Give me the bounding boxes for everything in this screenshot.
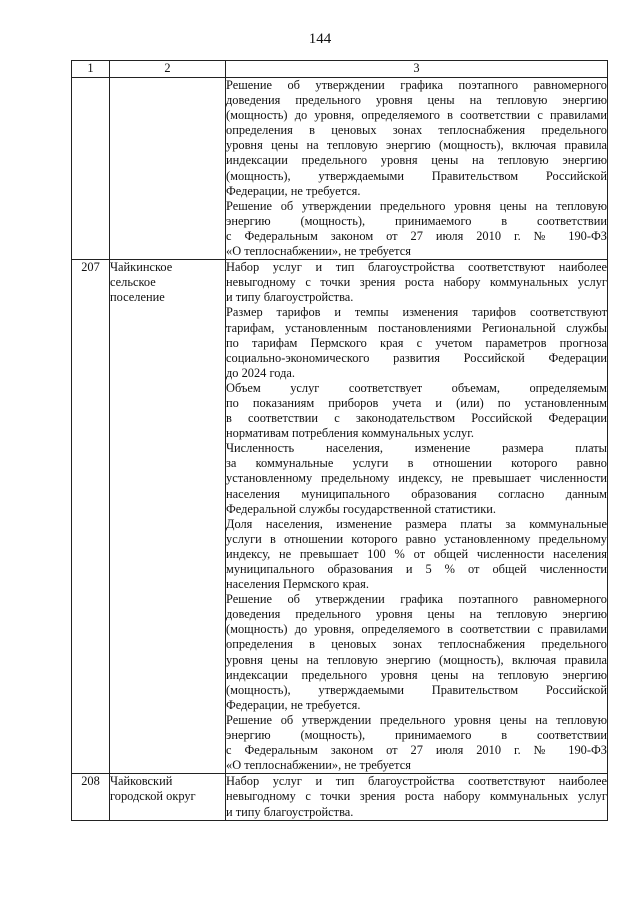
paragraph — [226, 199, 607, 259]
text-line: нормативам потребления коммунальных услуг. — [226, 426, 475, 441]
text-line: муниципального образования и 5 % от общей численности — [226, 562, 607, 576]
municipality-name-line: Чайкинское — [110, 260, 173, 275]
text-line: доведения предельного уровня цены на тепловую энергию — [226, 93, 607, 108]
text-line: Объем услуг соответствует объемам, определяемым — [226, 380, 607, 395]
municipality-name — [110, 78, 226, 260]
text-line: населения Пермского края. — [226, 577, 369, 592]
text-line: Федеральной службы государственной статистики. — [226, 501, 496, 516]
text-line: с Федеральным законом от 27 июля 2010 г. № 190-ФЗ — [226, 228, 607, 243]
municipality-name-line: поселение — [110, 290, 165, 305]
text-line: Набор услуг и тип благоустройства соответствуют наиболее — [226, 260, 607, 275]
paragraph — [226, 774, 607, 819]
text-line: уровня цены на тепловую энергию (мощность), включая правила — [226, 138, 607, 153]
text-line: (мощность) до уровня, определяемого в соответствии с правилами — [226, 622, 607, 637]
text-line: (мощность), утверждаемыми Правительством Российской — [226, 682, 607, 697]
text-line: и типу благоустройства. — [226, 804, 354, 819]
text-line: тарифам, установленным постановлениями Региональной службы — [226, 320, 607, 335]
conditions-text — [226, 78, 608, 260]
page-number: 144 — [308, 31, 332, 47]
text-line: Решение об утверждении предельного уровня цены на тепловую — [226, 198, 607, 213]
text-line: в соответствии с законодательством Российской Федерации — [226, 411, 607, 426]
text-line: «О теплоснабжении», не требуется — [226, 758, 411, 773]
municipality-name-line: Чайковский — [110, 774, 173, 789]
text-line: Набор услуг и тип благоустройства соответствуют наиболее — [226, 774, 607, 789]
paragraph — [226, 441, 607, 516]
document-table — [71, 60, 608, 821]
paragraph — [226, 517, 607, 592]
row-number — [72, 78, 110, 260]
text-line: Доля населения, изменение размера платы за коммунальные — [226, 516, 607, 531]
conditions-text — [226, 260, 608, 774]
text-line: уровня цены на тепловую энергию (мощность), включая правила — [226, 652, 607, 667]
table-row — [72, 260, 608, 774]
paragraph — [226, 381, 607, 441]
text-line: Решение об утверждении предельного уровня цены на тепловую — [226, 712, 607, 727]
header-cell-text: 3 — [226, 61, 608, 78]
municipality-name-line: городской округ — [110, 789, 196, 804]
text-line: невыгодному с точки зрения роста набору коммунальных услуг — [226, 275, 607, 290]
text-line: до 2024 года. — [226, 365, 295, 380]
text-line: Решение об утверждении графика поэтапного равномерного — [226, 592, 607, 607]
text-line: доведения предельного уровня цены на тепловую энергию — [226, 607, 607, 622]
text-line: «О теплоснабжении», не требуется — [226, 244, 411, 259]
paragraph — [226, 713, 607, 773]
row-number: 207 — [72, 260, 110, 774]
municipality-name — [110, 774, 226, 820]
text-line: услуги в отношении которого равно установленному предельному — [226, 531, 607, 546]
municipality-name-line: сельское — [110, 275, 156, 290]
text-line: Федерации, не требуется. — [226, 697, 361, 712]
text-line: энергию (мощность), принимаемого в соответствии — [226, 728, 607, 743]
text-line: социально-экономического развития Российской Федерации — [226, 350, 607, 365]
text-line: с Федеральным законом от 27 июля 2010 г. № 190-ФЗ — [226, 743, 607, 758]
text-line: Федерации, не требуется. — [226, 183, 361, 198]
table-row — [72, 78, 608, 260]
header-cell-number: 1 — [72, 61, 110, 78]
text-line: по показаниям приборов учета и (или) по установленным — [226, 395, 607, 410]
text-line: определения в ценовых зонах теплоснабжения предельного — [226, 123, 607, 138]
text-line: Решение об утверждении графика поэтапного равномерного — [226, 78, 607, 92]
text-line: индексации предельного уровня цены на тепловую энергию — [226, 153, 607, 168]
table-header-row — [72, 61, 608, 78]
text-line: за коммунальные услуги в отношении которого равно — [226, 456, 607, 471]
paragraph — [226, 305, 607, 380]
paragraph — [226, 260, 607, 305]
text-line: населения муниципального образования согласно данным — [226, 486, 607, 501]
text-line: индексации предельного уровня цены на тепловую энергию — [226, 667, 607, 682]
text-line: установленному предельному индексу, не превышает численности — [226, 471, 607, 486]
text-line: и типу благоустройства. — [226, 290, 354, 305]
municipality-name — [110, 260, 226, 774]
text-line: Численность населения, изменение размера платы — [226, 441, 607, 456]
row-number: 208 — [72, 774, 110, 820]
paragraph — [226, 78, 607, 199]
text-line: Размер тарифов и темпы изменения тарифов соответствуют — [226, 305, 607, 320]
text-line: (мощность) до уровня, определяемого в соответствии с правилами — [226, 108, 607, 123]
header-cell-name: 2 — [110, 61, 226, 78]
text-line: невыгодному с точки зрения роста набору коммунальных услуг — [226, 789, 607, 804]
paragraph — [226, 592, 607, 713]
text-line: определения в ценовых зонах теплоснабжения предельного — [226, 637, 607, 652]
text-line: (мощность), утверждаемыми Правительством Российской — [226, 168, 607, 183]
conditions-text — [226, 774, 608, 820]
text-line: энергию (мощность), принимаемого в соответствии — [226, 213, 607, 228]
text-line: индексу, не превышает 100 % от общей численности населения — [226, 546, 607, 561]
table-row — [72, 774, 608, 820]
text-line: по тарифам Пермского края с учетом параметров прогноза — [226, 335, 607, 350]
